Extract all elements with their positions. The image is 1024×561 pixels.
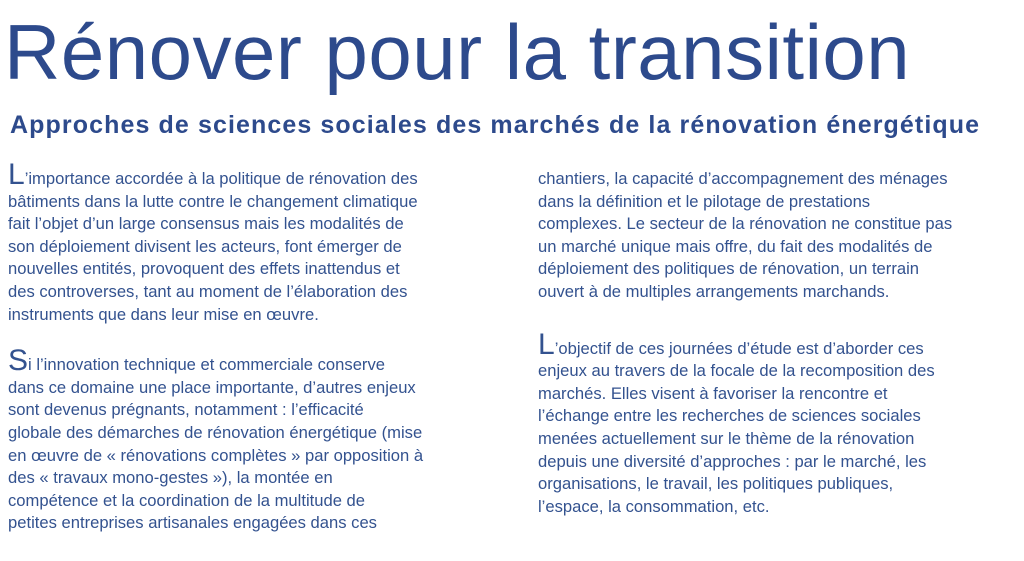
text-line: petites entreprises artisanales engagées dans ces <box>8 513 377 533</box>
text-line: globale des démarches de rénovation énergétique (mise <box>8 422 423 442</box>
text-line-content: ’importance accordée à la politique de rénovation des <box>24 169 418 188</box>
text-line: ouvert à de multiples arrangements marchands. <box>538 281 890 301</box>
text-line: compétence et la coordination de la multitude de <box>8 490 365 510</box>
text-line: depuis une diversité d’approches : par le marché, les <box>538 451 927 471</box>
left-paragraph-1 <box>8 158 513 326</box>
text-line: nouvelles entités, provoquent des effets inattendus et <box>8 259 400 279</box>
text-line: complexes. Le secteur de la rénovation ne constitue pas <box>538 214 953 234</box>
dropcap: L <box>8 158 25 191</box>
text-line: sont devenus prégnants, notamment : l’efficacité <box>8 400 364 420</box>
text-line-content: i l’innovation technique et commerciale conserve <box>28 355 385 375</box>
text-line: marchés. Elles visent à favoriser la rencontre et <box>538 383 888 403</box>
text-line: l’espace, la consommation, etc. <box>538 496 770 516</box>
text-line <box>538 327 1024 361</box>
page-subtitle: Approches de sciences sociales des marchés de la rénovation énergétique <box>10 111 981 139</box>
text-line: déploiement des politiques de rénovation, un terrain <box>538 259 919 279</box>
text-line: dans ce domaine une place importante, d’autres enjeux <box>8 377 416 397</box>
text-line: fait l’objet d’un large consensus mais les modalités de <box>8 214 404 234</box>
paragraph-spacer <box>538 304 1024 334</box>
dropcap: S <box>8 344 29 378</box>
text-line: en œuvre de « rénovations complètes » par opposition à <box>8 445 424 465</box>
text-line: organisations, le travail, les politiques publiques, <box>538 474 894 494</box>
text-line-content: ’objectif de ces journées d’étude est d’aborder ces <box>554 338 924 358</box>
right-paragraph-1 <box>538 168 1024 304</box>
left-paragraph-2 <box>8 344 513 535</box>
text-line: bâtiments dans la lutte contre le changement climatique <box>8 191 418 211</box>
text-line: enjeux au travers de la focale de la recomposition des <box>538 361 935 381</box>
text-line <box>8 158 513 191</box>
right-column <box>538 168 1024 518</box>
text-line: menées actuellement sur le thème de la rénovation <box>538 428 915 448</box>
text-line: des controverses, tant au moment de l’élaboration des <box>8 281 408 301</box>
text-line: instruments que dans leur mise en œuvre. <box>8 304 319 324</box>
left-column <box>8 158 513 535</box>
right-paragraph-2 <box>538 327 1024 519</box>
paragraph-spacer <box>8 326 513 350</box>
text-line: un marché unique mais offre, du fait des modalités de <box>538 236 933 256</box>
text-line <box>8 344 513 378</box>
dropcap: L <box>538 327 555 361</box>
text-line: l’échange entre les recherches de sciences sociales <box>538 406 921 426</box>
text-line: des « travaux mono-gestes »), la montée en <box>8 468 333 488</box>
text-line: chantiers, la capacité d’accompagnement des ménages <box>538 169 948 188</box>
text-line: dans la définition et le pilotage de prestations <box>538 191 871 211</box>
text-line: son déploiement divisent les acteurs, font émerger de <box>8 236 402 256</box>
page-title: Rénover pour la transition <box>4 8 911 96</box>
